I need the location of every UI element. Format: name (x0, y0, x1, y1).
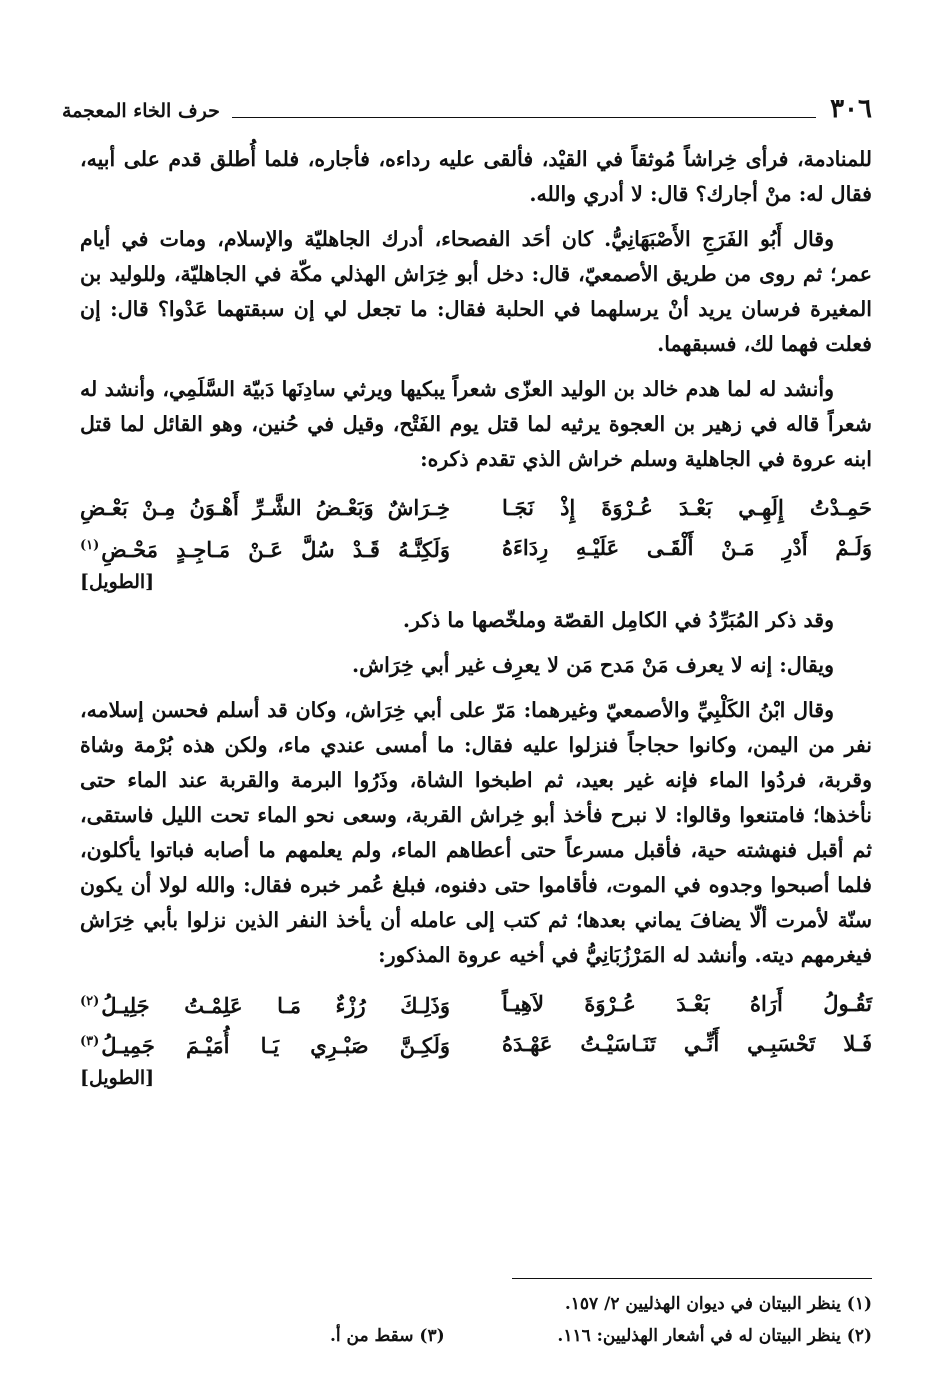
page-header (62, 88, 872, 124)
paragraph: وقال أَبُو الفَرَجِ الأَصْبَهَانِيُّ. كان أحَد الفصحاء، أدرك الجاهليّة والإسلام، ومات في أيام عمر؛ ثم روى من طريق الأصمعيّ، قال: دخل أبو خِرَاش الهذلي مكّة في الجاهليّة، وللوليد بن المغيرة فرسان يريد أنْ يرسلهما في الحلبة فقال: ما تجعل لي إن سبقتهما عَدْوا؟ قال: إن فعلت فهما لك، فسبقهما. (80, 227, 872, 356)
footnotes (80, 1288, 872, 1352)
verse-second-hemistich (80, 984, 450, 1023)
verse-first-hemistich: فَـلا تَحْسَبِـي أَنِّـي تَنَـاسَيْـتُ عَهْـدَهُ (502, 1030, 872, 1056)
paragraph: ويقال: إنه لا يعرف مَنْ مَدح مَن لا يعرِف غير أبي خِرَاش. (352, 653, 834, 677)
paragraph: وقال ابْنُ الكَلْبِيِّ والأصمعيّ وغيرهما: مَرّ على أبي خِرَاش، وكان قد أسلم فحسن إسلامه، نفر من اليمن، وكانوا حجاجاً فنزلوا عليه فقال: ما أمسى عندي ماء، ولكن هذه بُرْمة وشاة وقربة، فردُوا الماء فإنه غير بعيد، ثم اطبخوا الشاة، وذَرُوا البرمة والقربة عند الماء حتى نأخذها؛ فامتنعوا وقالوا: لا نبرح فأخذ أبو خِراش القربة، وسعى نحو الماء تحت الليل فاستقى، ثم أقبل فنهشته حية، فأقبل مسرعاً حتى أعطاهم الماء، ولم يعلمهم ما أصابه فباتوا يأكلون، فلما أصبحوا وجدوه في الموت، فأقاموا حتى دفنوه، فبلغ عُمر خبره فقال: والله لولا أن يكون سنّة لأمرت ألّا يضافَ يماني بعدها؛ ثم كتب إلى عامله أن يأخذ النفر الذين نزلوا بأبي خِرَاش فيغرمهم ديته. وأنشد له المَرْزُبَانِيُّ في أخيه عروة المذكور: (80, 698, 872, 967)
footnote: (١) ينظر البيتان في ديوان الهذليين ٢/ ١٥٧. (564, 1294, 872, 1314)
verse-second-hemistich (80, 528, 450, 567)
paragraph: وقد ذكر المُبَرِّدُ في الكامِل القصّة وملخّصها ما ذكر. (402, 608, 834, 632)
poetic-meter: [الطويل] (80, 1067, 155, 1089)
footnote: (٢) ينظر البيتان له في أشعار الهذليين: ١١٦. (557, 1326, 872, 1346)
hemistich-text: وَلَكِنَّـهُ قَـدْ سُلَّ عَـنْ مَـاجِـدٍ مَحْـضِ (101, 536, 450, 562)
verse-line (80, 487, 872, 527)
hemistich-text: وَذَلِـكَ رُزْءٌ مَـا عَلِمْـتُ جَلِيـلُ (101, 992, 450, 1018)
verse-line (80, 527, 872, 567)
verse-line (80, 983, 872, 1023)
footnote-marker[interactable]: (٢) (80, 993, 100, 1009)
paragraph: للمنادمة، فرأى خِراشاً مُوثقاً في القيْد، فألقى عليه رداءه، فأجاره، فلما أُطلق قدم على أبيه، فقال له: منْ أجارك؟ قال: لا أدري والله. (80, 147, 872, 206)
header-rule (232, 117, 816, 118)
poem-block (80, 983, 872, 1093)
verse-second-hemistich (80, 490, 450, 525)
hemistich-text: وَلَكِـنَّ صَبْـرِي يَـا أُمَيْـمَ جَمِيـلُ (101, 1032, 450, 1058)
footnote-line (80, 1288, 872, 1320)
footnote-marker[interactable]: (٣) (80, 1033, 100, 1049)
main-text (80, 142, 872, 1099)
verse-first-hemistich: تَقُـولُ أَرَاهُ بَعْـدَ عُـرْوَةَ لاَهِيـاً (502, 990, 872, 1016)
poetic-meter: [الطويل] (80, 571, 155, 593)
footnotes-separator (512, 1278, 872, 1279)
running-title: حرف الخاء المعجمة (62, 100, 220, 122)
verse-first-hemistich: حَمِـدْتُ إِلَهِـي بَعْـدَ عُـرْوَةَ إِذْ نَجَـا (502, 494, 872, 520)
page-number: ٣٠٦ (830, 94, 872, 124)
verse-line (80, 1023, 872, 1063)
hemistich-text: خِـرَاشٌ وَبَعْـضُ الشَّـرِّ أَهْـوَنُ مِـنْ بَعْـضِ (80, 494, 450, 520)
poem-block (80, 487, 872, 597)
verse-second-hemistich (80, 1024, 450, 1063)
footnote-line (80, 1320, 872, 1352)
paragraph: وأنشد له لما هدم خالد بن الوليد العزّى شعراً يبكيها ويرثي سادِنَها دَبيّة السَّلَمِي، وأنشد له شعراً قاله في زهير بن العجوة يرثيه لما قتل يوم الفَتْح، وقيل في حُنين، وهو القائل لما قتل ابنه عروة في الجاهلية وسلم خراش الذي تقدم ذكره: (80, 377, 872, 471)
verse-first-hemistich: وَلَـمْ أَدْرِ مَـنْ أَلْقَـى عَلَيْـهِ رِدَاءَهُ (502, 534, 872, 560)
footnote: (٣) سقط من أ. (330, 1326, 445, 1346)
footnote-marker[interactable]: (١) (80, 537, 100, 553)
